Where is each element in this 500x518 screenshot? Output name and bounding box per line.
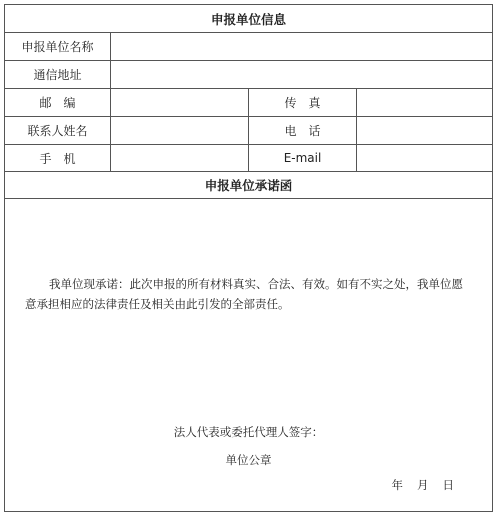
- date-year-label: 年: [391, 478, 403, 492]
- address-row: [5, 61, 492, 89]
- application-form: [4, 4, 493, 512]
- commitment-body: [5, 199, 492, 511]
- applicant-info-header-row: [5, 5, 492, 33]
- unit-name-row: [5, 33, 492, 61]
- signature-label: 法人代表或委托代理人签字：: [173, 425, 324, 439]
- unit-name-label: 申报单位名称: [21, 40, 94, 54]
- address-label: 通信地址: [33, 68, 82, 82]
- fax-field[interactable]: [356, 89, 492, 116]
- phone-label: 电 话: [248, 117, 356, 144]
- unit-name-field[interactable]: [110, 33, 492, 60]
- postcode-label: 邮 编: [39, 96, 76, 110]
- phone-field[interactable]: [356, 117, 492, 144]
- contact-name-label: 联系人姓名: [27, 124, 88, 138]
- commitment-statement: 我单位现承诺：此次申报的所有材料真实、合法、有效。如有不实之处，我单位愿意承担相应的法律责任及相关由此引发的全部责任。: [25, 277, 463, 311]
- contact-name-field[interactable]: [110, 117, 248, 144]
- email-label: E-mail: [248, 145, 356, 171]
- mobile-label: 手 机: [39, 151, 76, 166]
- postcode-field[interactable]: [110, 89, 248, 116]
- postcode-fax-row: [5, 89, 492, 117]
- date-line: [392, 477, 455, 493]
- date-day-label: 日: [442, 478, 454, 492]
- mobile-field[interactable]: [110, 145, 248, 171]
- mobile-email-row: [5, 145, 492, 172]
- date-month-label: 月: [417, 478, 429, 492]
- contact-phone-row: [5, 117, 492, 145]
- seal-label: 单位公章: [225, 453, 272, 467]
- address-field[interactable]: [110, 61, 492, 88]
- commitment-header-row: [5, 172, 492, 199]
- fax-label: 传 真: [248, 89, 356, 116]
- commitment-title: 申报单位承诺函: [204, 178, 293, 193]
- email-field[interactable]: [356, 145, 492, 171]
- applicant-info-title: 申报单位信息: [210, 11, 286, 27]
